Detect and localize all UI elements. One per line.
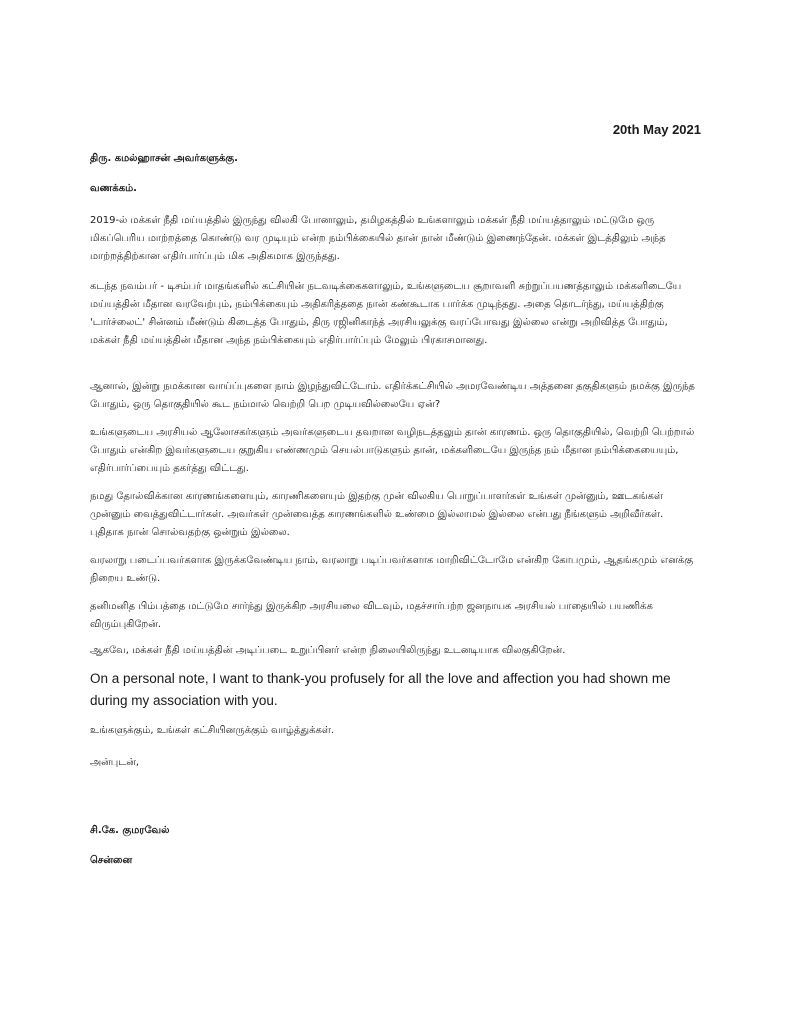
closing: அன்புடன், xyxy=(90,757,140,768)
paragraph-3: ஆனால், இன்று நமக்கான வாய்ப்புகளை நாம் இழந்துவிட்டோம். எதிர்க்கட்சியில் அமரவேண்டிய அத்தனை தகுதிகளும் நமக்கு இருந்த போதும், ஒரு தொகுதியில் கூட நம்மால் வெற்றி பெற முடியவில்லையே ஏன்? xyxy=(90,381,695,410)
wishes: உங்களுக்கும், உங்கள் கட்சியினருக்கும் வாழ்த்துக்கள். xyxy=(90,725,335,736)
signatory-name: சி.கே. குமரவேல் xyxy=(90,825,170,836)
paragraph-7: தனிமனித பிம்பத்தை மட்டுமே சார்ந்து இருக்கிற அரசியலை விடவும், மதச்சார்பற்ற ஜனநாயக அரசியல் பாதையில் பயணிக்க விரும்புகிறேன். xyxy=(90,601,653,630)
english-note: On a personal note, I want to thank-you profusely for all the love and affection you had shown me during my association with you. xyxy=(90,671,671,708)
paragraph-6: வரலாறு படைப்பவர்களாக இருக்கவேண்டிய நாம், வரலாறு படிப்பவர்களாக மாறிவிட்டோமே என்கிற கோபமும், ஆதங்கமும் எனக்கு நிறைய உண்டு. xyxy=(90,555,694,584)
place: சென்னை xyxy=(90,855,133,866)
paragraph-8: ஆகவே, மக்கள் நீதி மய்யத்தின் அடிப்படை உறுப்பினர் என்ற நிலையிலிருந்து உடனடியாக விலகுகிறேன். xyxy=(90,645,566,656)
paragraph-1: 2019-ல் மக்கள் நீதி மய்யத்தில் இருந்து விலகி போனாலும், தமிழகத்தில் உங்களாலும் மக்கள் நீதி மய்யத்தாலும் மட்டுமே ஒரு மிகப்பெரிய மாற்றத்தை கொண்டு வர முடியும் என்ற நம்பிக்கையில் தான் நான் மீண்டும் இணைந்தேன். மக்கள் இடத்திலும் அந்த மாற்றத்திற்கான எதிர்பார்ப்பும் மிக அதிகமாக இருந்தது. xyxy=(90,215,666,262)
salutation: திரு. கமல்ஹாசன் அவர்களுக்கு. xyxy=(90,153,238,164)
paragraph-2: கடந்த நவம்பர் - டிசம்பர் மாதங்களில் கட்சியின் நடவடிக்கைகளாலும், உங்களுடைய சூறாவளி சுற்றுப்பயணத்தாலும் மக்களிடையே மய்யத்தின் மீதான வரவேற்பும், நம்பிக்கையும் அதிகரித்ததை நான் கண்கூடாக பார்க்க முடிந்தது. அதை தொடர்ந்து, மய்யத்திற்கு 'டார்ச்லைட்' சின்னம் மீண்டும் கிடைத்த போதும், திரு ரஜினிகாந்த் அரசியலுக்கு வரப்போவது இல்லை என்று அறிவித்த போதும், மக்கள் நீதி மய்யத்தின் மீதான அந்த நம்பிக்கையும் எதிர்பார்ப்பும் மேலும் பிரகாசமானது. xyxy=(90,281,682,346)
paragraph-4: உங்களுடைய அரசியல் ஆலோசகர்களும் அவர்களுடைய தவறான வழிநடத்தலும் தான் காரணம். ஒரு தொகுதியில், வெற்றி பெற்றால் போதும் என்கிற இவர்களுடைய குறுகிய எண்ணமும் செயல்பாடுகளும் தான், மக்களிடையே இருந்த நம் மீதான நம்பிக்கையையும், எதிர்பார்ப்பையும் தகர்த்து விட்டது. xyxy=(90,427,695,474)
letter-date: 20th May 2021 xyxy=(612,122,701,137)
greeting: வணக்கம். xyxy=(90,183,137,194)
paragraph-5: நமது தோல்விக்கான காரணங்களையும், காரணிகளையும் இதற்கு முன் விலகிய பொறுப்பாளர்கள் உங்கள் முன்னும், ஊடகங்கள் முன்னும் வைத்துவிட்டார்கள். அவர்கள் முன்வைத்த காரணங்களில் உண்மை இல்லாமல் இல்லை என்பது நீங்களும் அறிவீர்கள். புதிதாக நான் சொல்வதற்கு ஒன்றும் இல்லை. xyxy=(90,491,664,538)
